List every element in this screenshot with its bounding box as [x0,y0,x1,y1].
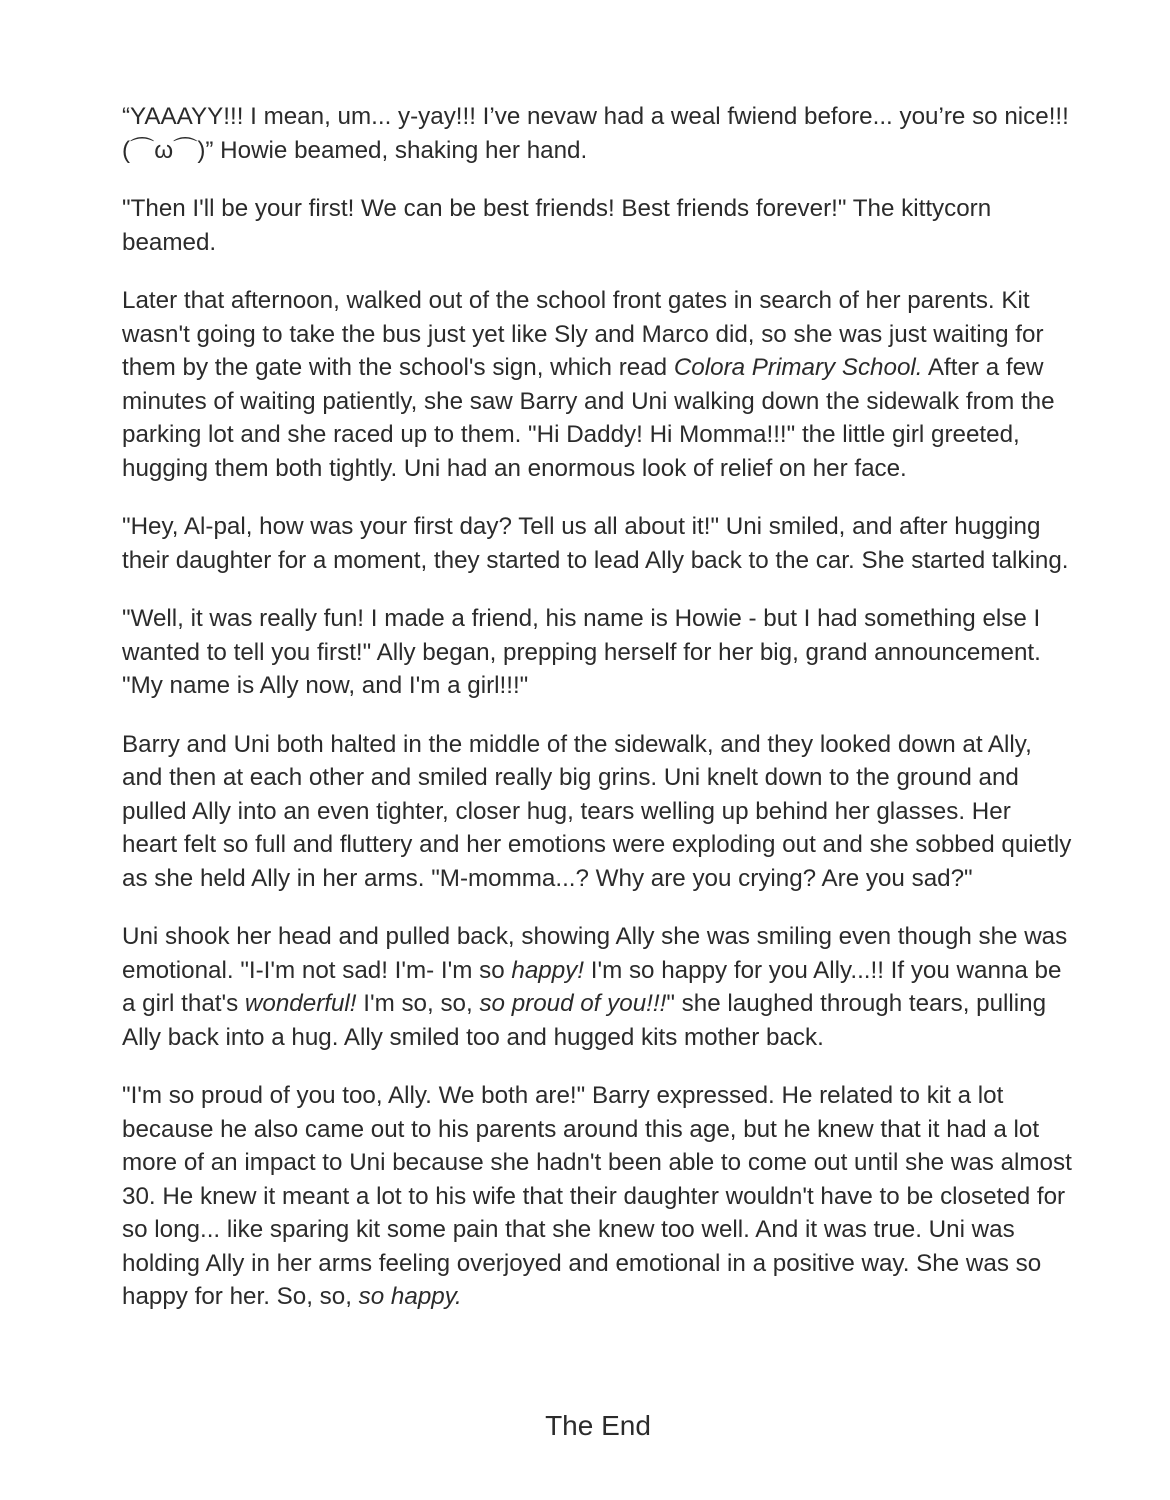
text-segment: Barry and Uni both halted in the middle of the sidewalk, and they looked down at Ally, and then at each other and smiled really big grins. Uni knelt down to the ground and pulled Ally into an even tighter, closer hug, tears welling up behind her glasses. Her heart felt so full and fluttery and her emotions were exploding out and she sobbed quietly as she held Ally in her arms. "M-momma...? Why are you crying? Are you sad?" [122,730,1072,892]
text-segment: "Well, it was really fun! I made a friend, his name is Howie - but I had something else I wanted to tell you first!" Ally began, prepping herself for her big, grand announcement. "My name is Ally now, and I'm a girl!!!" [122,605,1041,699]
italic-text: so happy. [358,1283,462,1310]
text-segment: I'm so, so, [356,990,480,1017]
text-segment: " she laughed through tears, pulling Ally back into a hug. Ally smiled too and hugged kits mother back. [122,990,1047,1051]
story-paragraph [122,284,1072,485]
story-paragraph [122,1079,1072,1314]
italic-text: Colora Primary School. [673,354,923,381]
text-segment: After a few minutes of waiting patiently, she saw Barry and Uni walking down the sidewalk from the parking lot and she raced up to them. "Hi Daddy! Hi Momma!!!" the little girl greeted, hugging them both tightly. Uni had an enormous look of relief on her face. [122,354,1055,482]
text-segment: "Hey, Al-pal, how was your first day? Tell us all about it!" Uni smiled, and after hugging their daughter for a moment, they started to lead Ally back to the car. She started talking. [122,513,1069,574]
italic-text: so proud of you!!! [479,990,667,1017]
text-segment: Later that afternoon, walked out of the school front gates in search of her parents. Kit wasn't going to take the bus just yet like Sly and Marco did, so she was just waiting for them by the gate with the school's sign, which read [122,287,1044,381]
story-paragraph [122,602,1072,703]
story-paragraph [122,920,1072,1054]
text-segment: “YAAAYY!!! I mean, um... y-yay!!! I’ve nevaw had a weal fwiend before... you’re so nice!!! (⌒ω⌒)” Howie beamed, shaking her hand. [122,103,1069,164]
story-paragraph [122,510,1072,577]
text-segment: "Then I'll be your first! We can be best friends! Best friends forever!" The kittycorn beamed. [122,195,992,256]
text-segment: Uni shook her head and pulled back, showing Ally she was smiling even though she was emotional. "I-I'm not sad! I'm- I'm so [122,923,1068,984]
italic-text: wonderful! [244,990,357,1017]
story-paragraph [122,728,1072,896]
story-body [122,100,1072,1339]
text-segment: "I'm so proud of you too, Ally. We both are!" Barry expressed. He related to kit a lot because he also came out to his parents around this age, but he knew that it had a lot more of an impact to Uni because she hadn't been able to come out until she was almost 30. He knew it meant a lot to his wife that their daughter wouldn't have to be closeted for so long... like sparing kit some pain that she knew too well. And it was true. Uni was holding Ally in her arms feeling overjoyed and emotional in a positive way. She was so happy for her. So, so, [122,1082,1072,1310]
the-end-heading: The End [545,1410,651,1441]
story-paragraph [122,100,1072,167]
text-segment: I'm so happy for you Ally...!! If you wanna be a girl that's [122,956,1062,1017]
italic-text: happy! [511,956,585,984]
story-paragraph [122,192,1072,259]
